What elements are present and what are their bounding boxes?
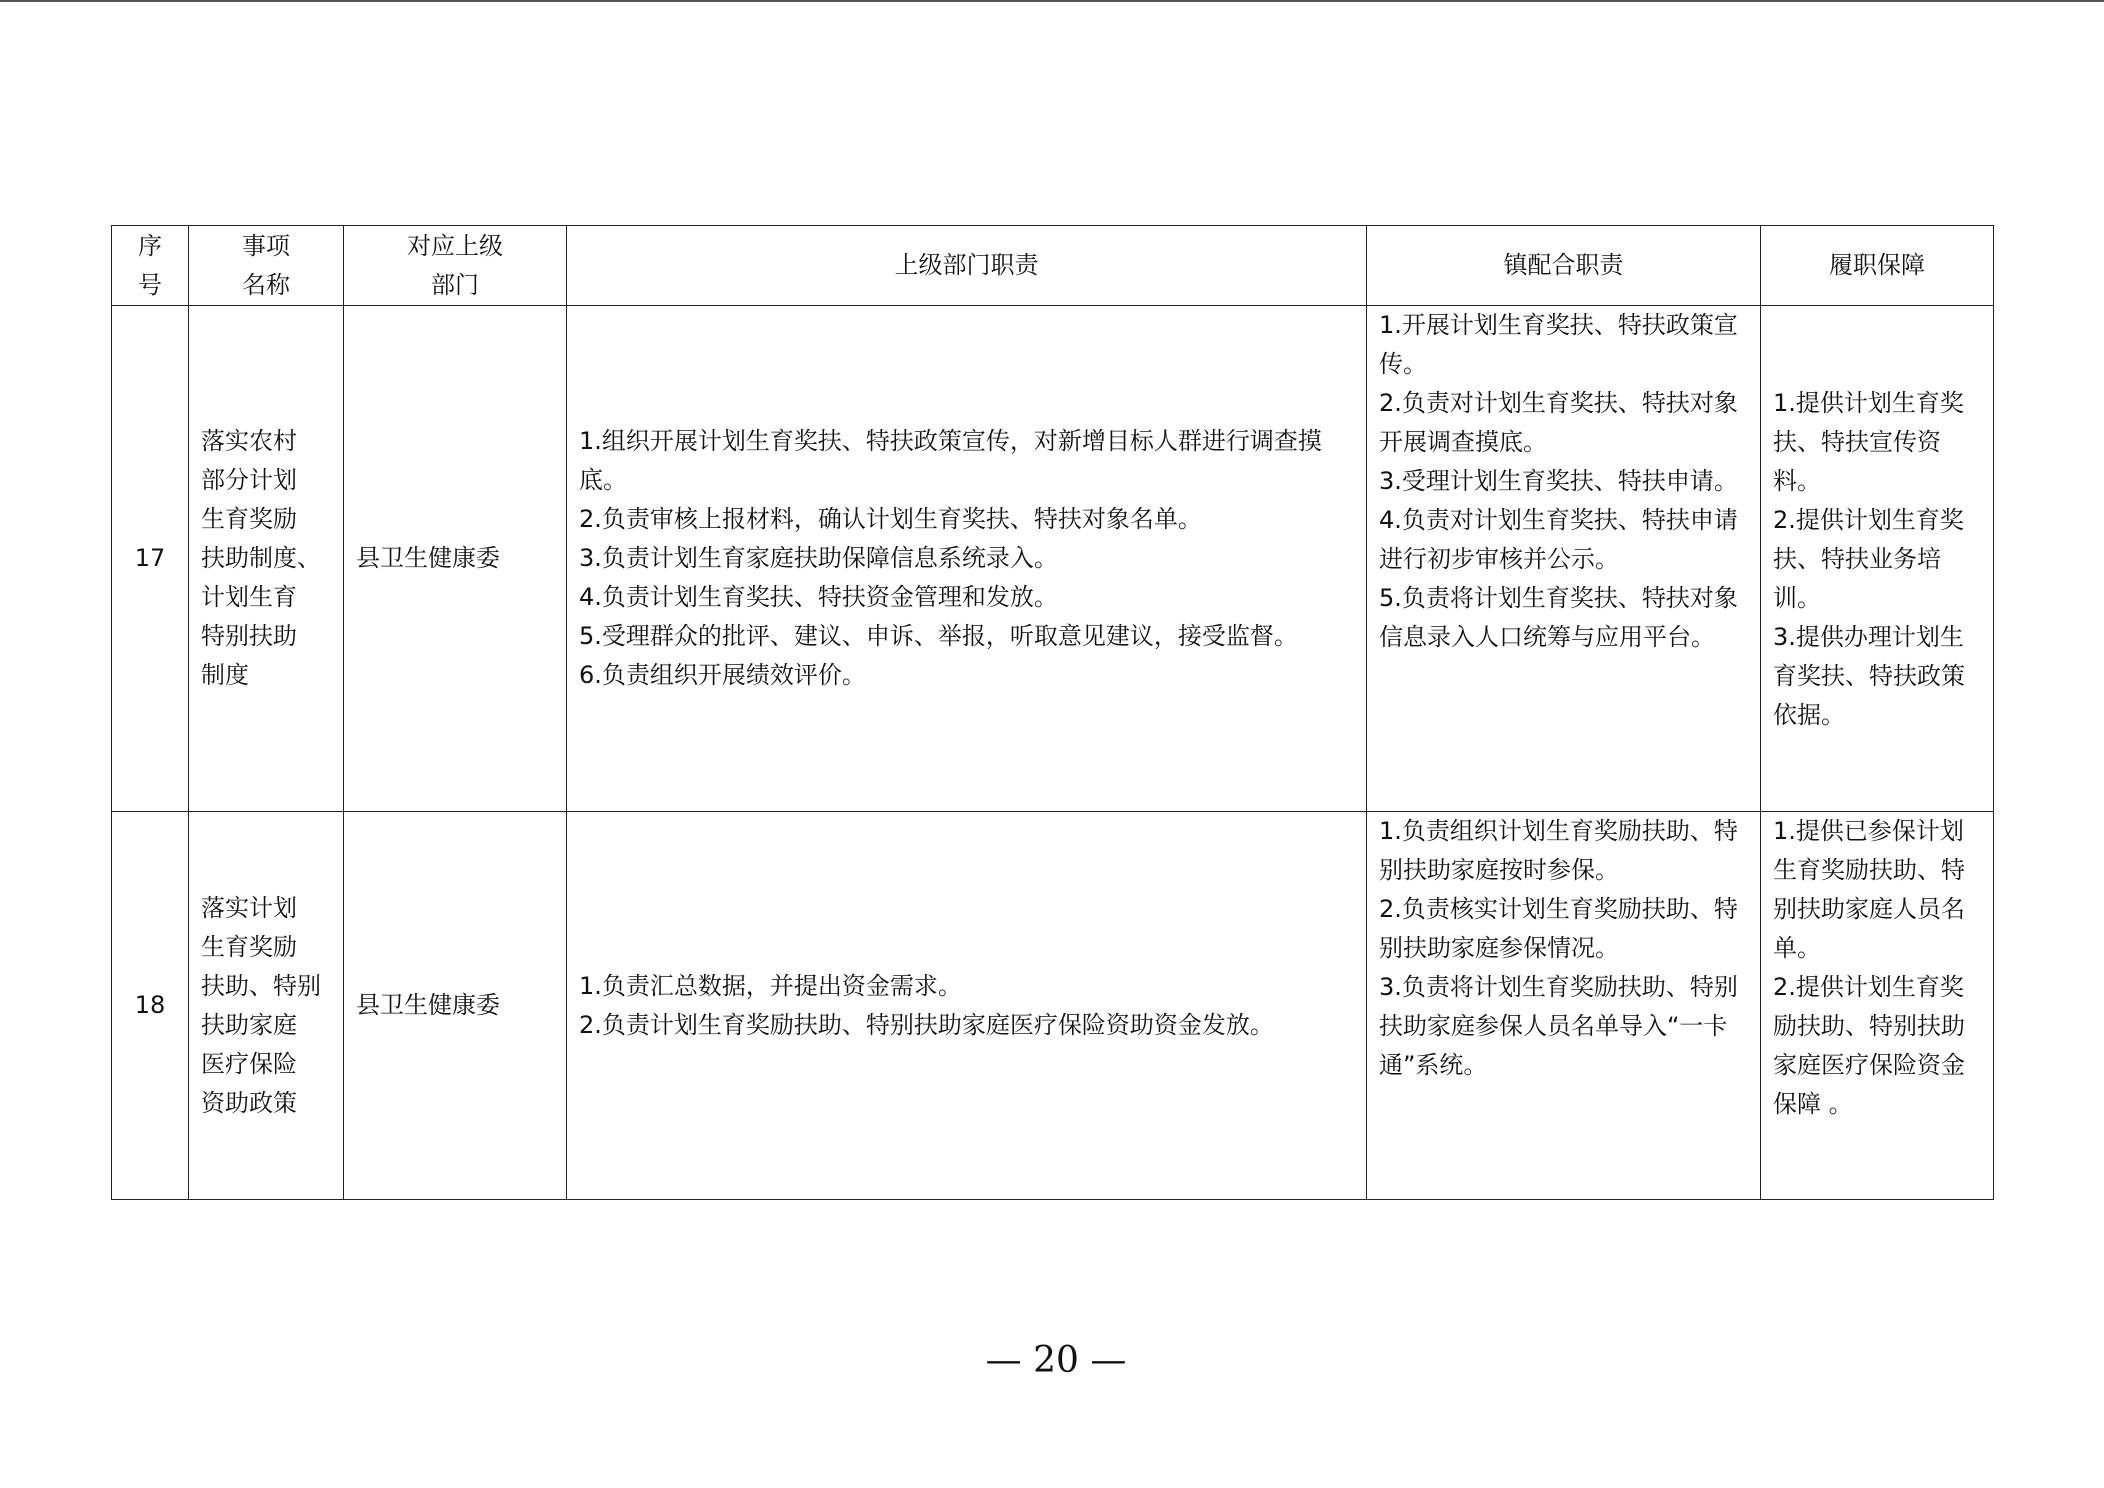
row-upper-duties xyxy=(567,306,1367,812)
header-upper-dept: 对应上级 部门 xyxy=(344,226,567,306)
row-seq: 18 xyxy=(112,812,189,1200)
header-upper-duties: 上级部门职责 xyxy=(567,226,1367,306)
row-seq: 17 xyxy=(112,306,189,812)
row-upper-duties xyxy=(567,812,1367,1200)
guarantee-item: 1.提供已参保计划生育奖励扶助、特别扶助家庭人员名单。 xyxy=(1773,817,1965,962)
top-border-line xyxy=(0,0,2104,2)
duty-item: 4.负责对计划生育奖扶、特扶申请进行初步审核并公示。 xyxy=(1379,506,1738,573)
duty-table xyxy=(111,225,1994,1200)
guarantee-item: 1.提供计划生育奖扶、特扶宣传资料。 xyxy=(1773,389,1964,495)
header-town-duties: 镇配合职责 xyxy=(1367,226,1761,306)
duty-item: 2.负责核实计划生育奖励扶助、特别扶助家庭参保情况。 xyxy=(1379,895,1738,962)
guarantee-item: 2.提供计划生育奖扶、特扶业务培训。 xyxy=(1773,506,1964,612)
duty-item: 1.组织开展计划生育奖扶、特扶政策宣传，对新增目标人群进行调查摸底。 xyxy=(579,427,1322,494)
row-town-duties xyxy=(1367,306,1761,812)
duty-item: 2.负责审核上报材料，确认计划生育奖扶、特扶对象名单。 xyxy=(579,505,1202,533)
duty-item: 3.负责计划生育家庭扶助保障信息系统录入。 xyxy=(579,544,1058,572)
duty-item: 1.负责汇总数据，并提出资金需求。 xyxy=(579,971,962,1000)
duty-item: 2.负责对计划生育奖扶、特扶对象开展调查摸底。 xyxy=(1379,389,1738,456)
table-row xyxy=(112,812,1994,1200)
table-row xyxy=(112,306,1994,812)
row-upper-dept: 县卫生健康委 xyxy=(344,812,567,1200)
row-item-name: 落实农村 部分计划 生育奖励 扶助制度、 计划生育 特别扶助 制度 xyxy=(189,306,344,812)
duty-item: 1.开展计划生育奖扶、特扶政策宣传。 xyxy=(1379,311,1738,378)
guarantee-item: 2.提供计划生育奖励扶助、特别扶助家庭医疗保险资金保障 。 xyxy=(1773,973,1965,1118)
row-upper-dept: 县卫生健康委 xyxy=(344,306,567,812)
duty-item: 4.负责计划生育奖扶、特扶资金管理和发放。 xyxy=(579,583,1058,611)
duty-item: 5.受理群众的批评、建议、申诉、举报，听取意见建议，接受监督。 xyxy=(579,622,1298,650)
guarantee-item: 3.提供办理计划生育奖扶、特扶政策依据。 xyxy=(1773,623,1965,729)
duty-item: 3.负责将计划生育奖励扶助、特别扶助家庭参保人员名单导入“一卡通”系统。 xyxy=(1379,973,1738,1079)
table-header-row xyxy=(112,226,1994,306)
page-number: — 20 — xyxy=(985,1340,1127,1381)
header-item-name: 事项 名称 xyxy=(189,226,344,306)
duty-item: 5.负责将计划生育奖扶、特扶对象信息录入人口统筹与应用平台。 xyxy=(1379,584,1738,651)
duty-item: 2.负责计划生育奖励扶助、特别扶助家庭医疗保险资助资金发放。 xyxy=(579,1010,1274,1039)
row-item-name: 落实计划 生育奖励 扶助、特别 扶助家庭 医疗保险 资助政策 xyxy=(189,812,344,1200)
row-guarantee xyxy=(1761,306,1994,812)
row-town-duties xyxy=(1367,812,1761,1200)
header-guarantee: 履职保障 xyxy=(1761,226,1994,306)
row-guarantee xyxy=(1761,812,1994,1200)
duty-item: 6.负责组织开展绩效评价。 xyxy=(579,661,866,689)
header-seq: 序 号 xyxy=(112,226,189,306)
duty-item: 1.负责组织计划生育奖励扶助、特别扶助家庭按时参保。 xyxy=(1379,817,1738,884)
duty-item: 3.受理计划生育奖扶、特扶申请。 xyxy=(1379,467,1738,495)
